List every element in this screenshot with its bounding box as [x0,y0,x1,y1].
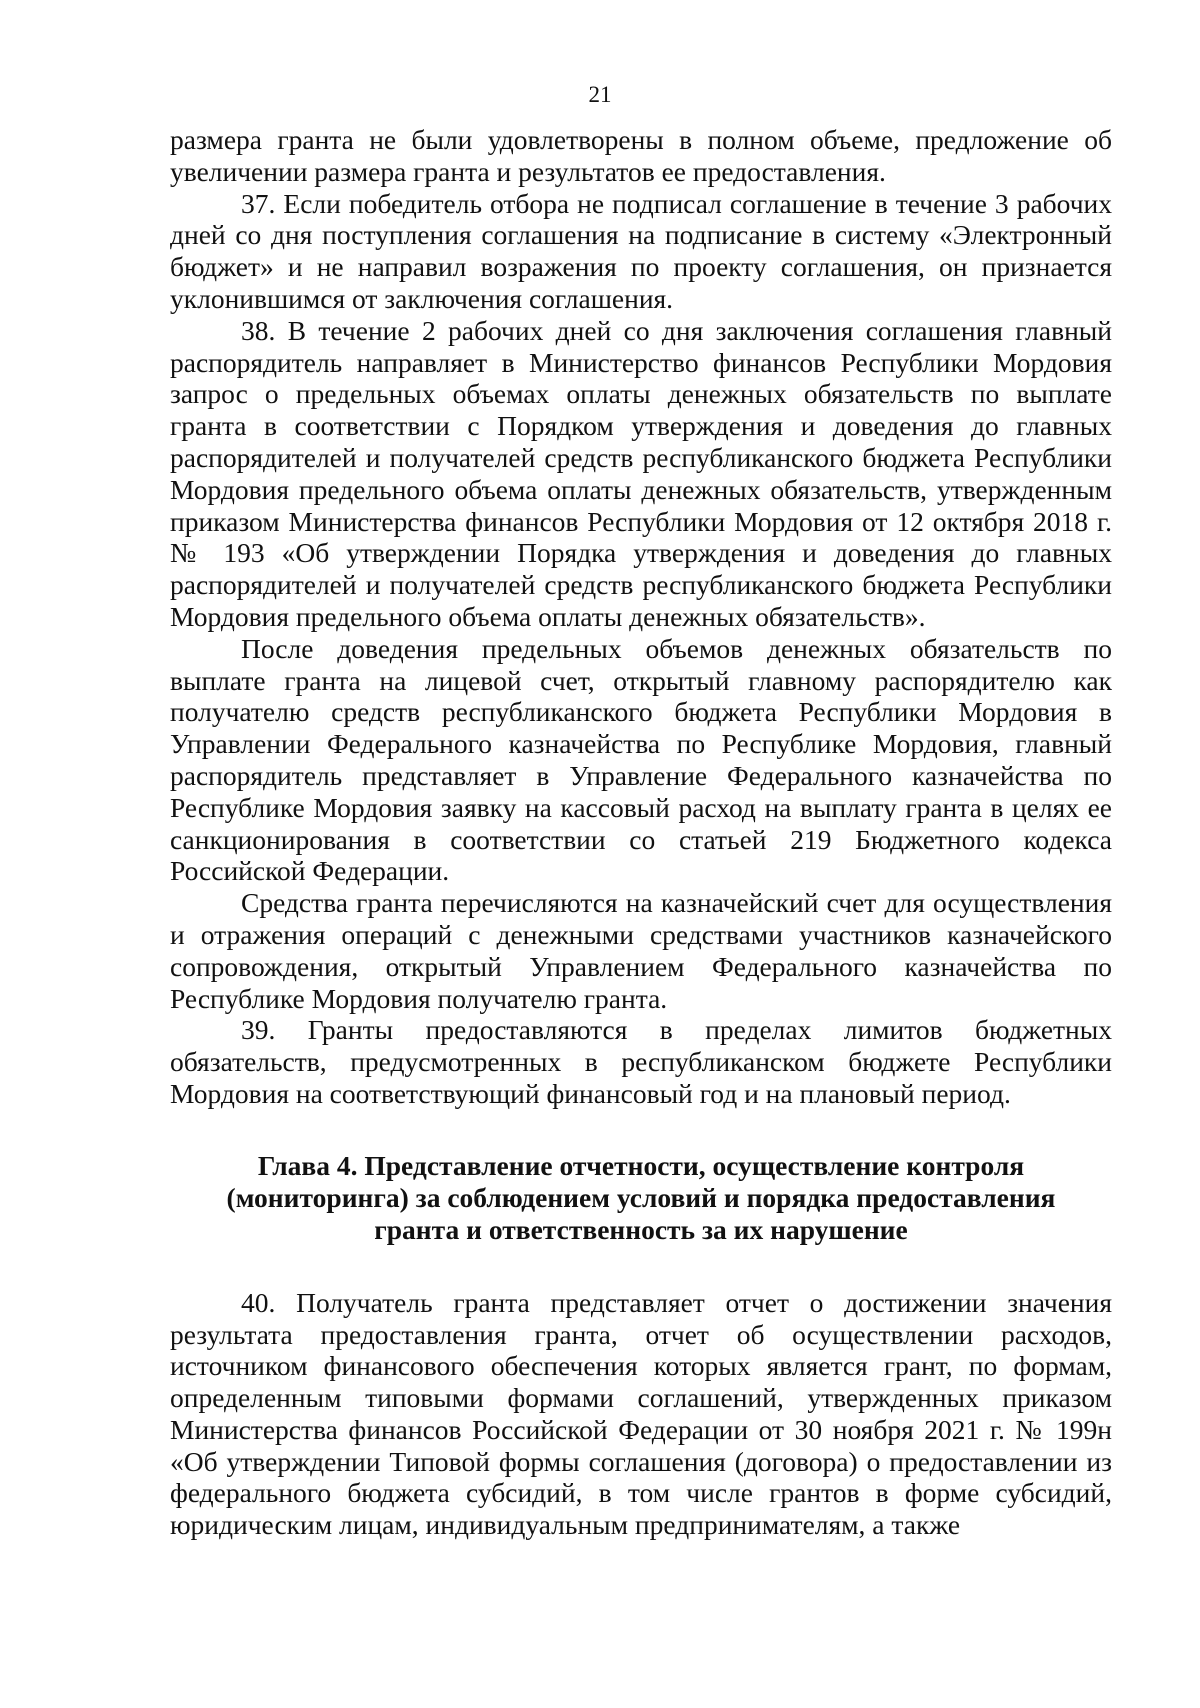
paragraph-item-38: 38. В течение 2 рабочих дней со дня заключения соглашения главный распорядитель направляет в Министерство финансов Республики Мордовия запрос о предельных объемах оплаты денежных обязательств по выплате гранта в соответствии с Порядком утверждения и доведения до главных распорядителей и получателей средств республиканского бюджета Республики Мордовия предельного объема оплаты денежных обязательств, утвержденным приказом Министерства финансов Республики Мордовия от 12 октября 2018 г. № 193 «Об утверждении Порядка утверждения и доведения до главных распорядителей и получателей средств республиканского бюджета Республики Мордовия предельного объема оплаты денежных обязательств». [170,314,1112,632]
page-number: 21 [588,82,612,107]
paragraph-grant-transfer: Средства гранта перечисляются на казначейский счет для осуществления и отражения операций с денежными средствами участников казначейского сопровождения, открытый Управлением Федерального казначейства по Республике Мордовия получателю гранта. [170,887,1112,1014]
chapter-heading: Глава 4. Представление отчетности, осуществление контроля (мониторинга) за соблюдением условий и порядка предоставления гранта и ответственность за их нарушение [226,1149,1056,1245]
paragraph-item-40: 40. Получатель гранта представляет отчет о достижении значения результата предоставления гранта, отчет об осуществлении расходов, источником финансового обеспечения которых является грант, по формам, определенным типовыми формами соглашений, утвержденных приказом Министерства финансов Российской Федерации от 30 ноября 2021 г. № 199н «Об утверждении Типовой формы соглашения (договора) о предоставлении из федерального бюджета субсидий, в том числе грантов в форме субсидий, юридическим лицам, индивидуальным предпринимателям, а также [170,1286,1112,1541]
paragraph-continuation: размера гранта не были удовлетворены в полном объеме, предложение об увеличении размера гранта и результатов ее предоставления. [170,124,1112,187]
document-body [170,124,1112,1541]
paragraph-item-39: 39. Гранты предоставляются в пределах лимитов бюджетных обязательств, предусмотренных в республиканском бюджете Республики Мордовия на соответствующий финансовый год и на плановый период. [170,1014,1112,1109]
paragraph-after-limits: После доведения предельных объемов денежных обязательств по выплате гранта на лицевой счет, открытый главному распорядителю как получателю средств республиканского бюджета Республики Мордовия в Управлении Федерального казначейства по Республике Мордовия, главный распорядитель представляет в Управление Федерального казначейства по Республике Мордовия заявку на кассовый расход на выплату гранта в целях ее санкционирования в соответствии со статьей 219 Бюджетного кодекса Российской Федерации. [170,632,1112,887]
paragraph-item-37: 37. Если победитель отбора не подписал соглашение в течение 3 рабочих дней со дня поступления соглашения на подписание в систему «Электронный бюджет» и не направил возражения по проекту соглашения, он признается уклонившимся от заключения соглашения. [170,187,1112,314]
